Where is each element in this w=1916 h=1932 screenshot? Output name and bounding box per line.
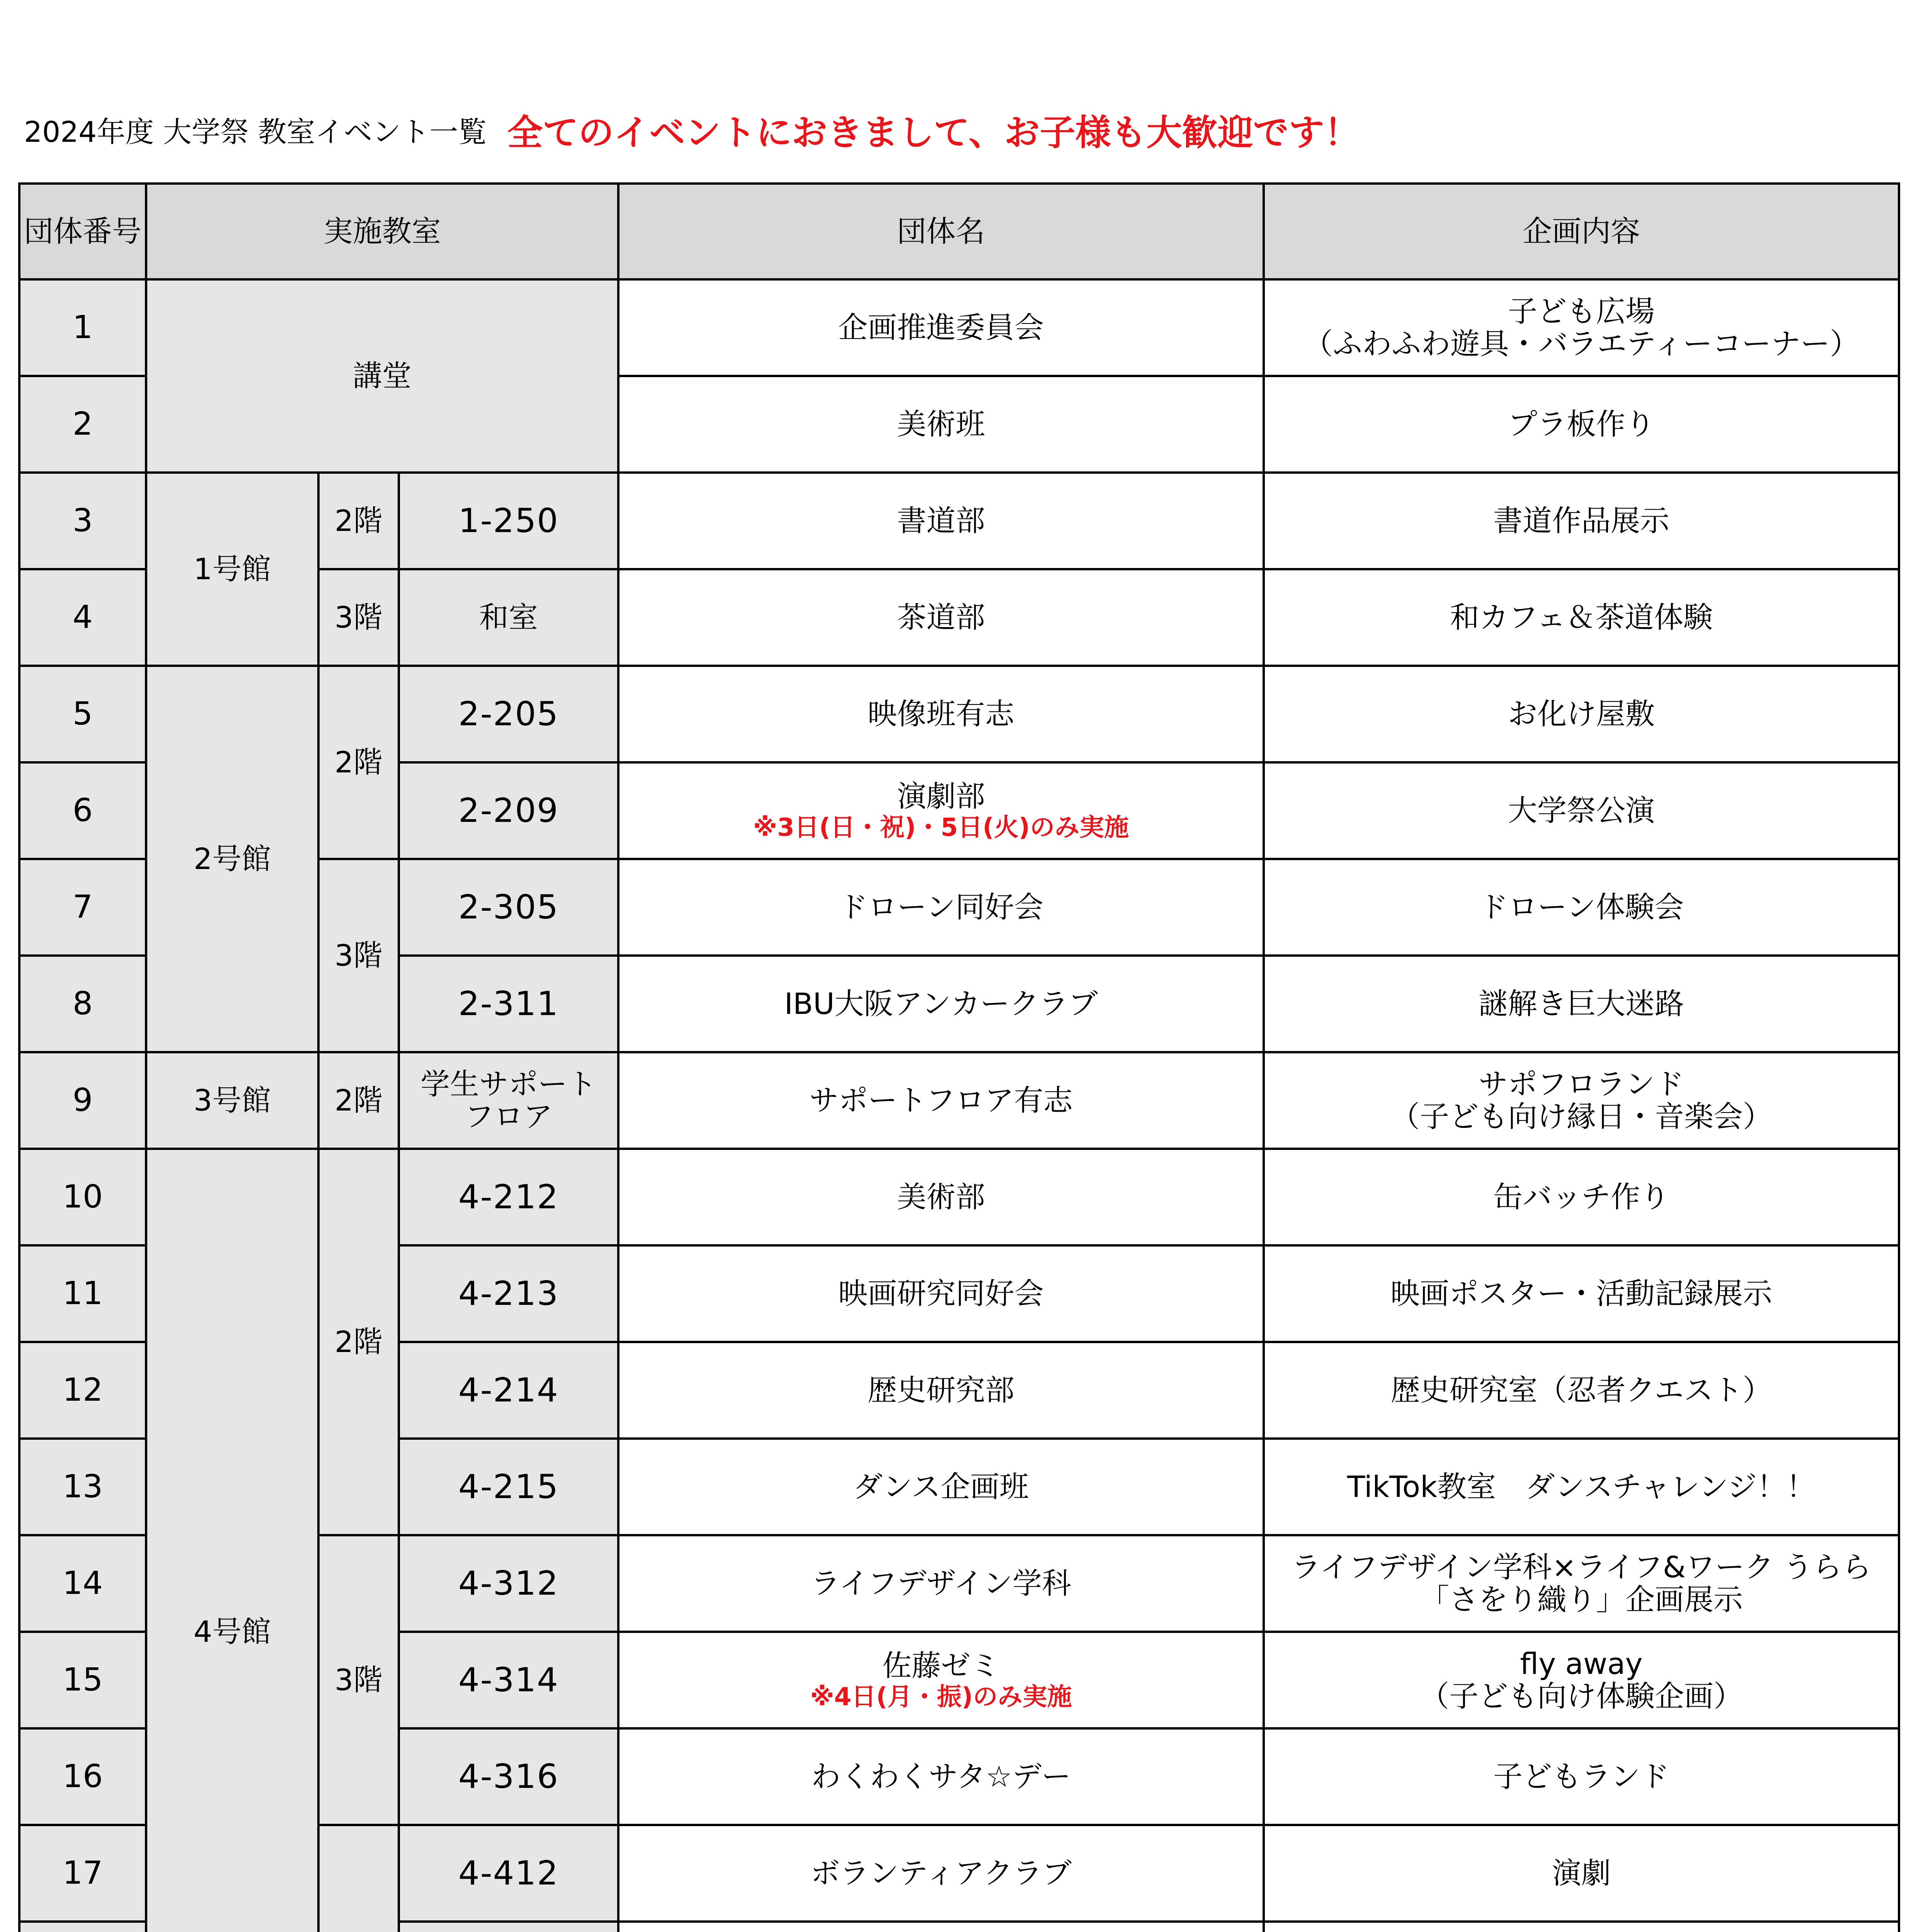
venue-room-line1: 学生サポート bbox=[420, 1067, 597, 1102]
table-row bbox=[19, 279, 1899, 376]
plan-cell bbox=[1264, 1632, 1899, 1728]
venue-floor: 2階 bbox=[318, 666, 399, 859]
group-name: わくわくサタ☆デー bbox=[618, 1728, 1264, 1825]
venue-building: 講堂 bbox=[146, 279, 618, 473]
plan-detail: 「さをり織り」企画展示 bbox=[1420, 1582, 1743, 1617]
table-row bbox=[19, 473, 1899, 569]
plan-text: 子どもランド bbox=[1264, 1728, 1899, 1825]
group-number bbox=[19, 1922, 146, 1932]
plan-text: TikTok教室 ダンスチャレンジ！！ bbox=[1264, 1439, 1899, 1535]
table-row bbox=[19, 1052, 1899, 1149]
schedule-note: ※4日(月・振)のみ実施 bbox=[810, 1682, 1072, 1711]
plan-detail: （ふわふわ遊具・バラエティーコーナー） bbox=[1303, 327, 1859, 361]
schedule-note: ※3日(日・祝)・5日(火)のみ実施 bbox=[753, 813, 1129, 842]
venue-floor: 2階 bbox=[318, 473, 399, 569]
venue-room: 2-209 bbox=[399, 762, 618, 859]
page-title: 2024年度 大学祭 教室イベント一覧 bbox=[24, 116, 487, 149]
plan-text: fly away bbox=[1520, 1646, 1643, 1681]
group-name: 茶道部 bbox=[618, 569, 1264, 666]
venue-floor: 3階 bbox=[318, 859, 399, 1052]
group-number: 1 bbox=[19, 279, 146, 376]
group-name: 歴史研究部 bbox=[618, 1342, 1264, 1439]
group-number: 6 bbox=[19, 762, 146, 859]
group-number: 8 bbox=[19, 956, 146, 1052]
header-plan: 企画内容 bbox=[1264, 184, 1899, 279]
plan-text: 和カフェ＆茶道体験 bbox=[1264, 569, 1899, 666]
group-name: ライフデザイン学科 bbox=[618, 1535, 1264, 1632]
venue-room: 2-311 bbox=[399, 956, 618, 1052]
venue-floor bbox=[318, 1825, 399, 1932]
plan-text: ライフデザイン学科×ライフ&ワーク うらら bbox=[1291, 1550, 1872, 1585]
group-name: ドローン同好会 bbox=[618, 859, 1264, 956]
venue-room: 2-305 bbox=[399, 859, 618, 956]
group-name: 映画研究同好会 bbox=[618, 1245, 1264, 1342]
group-number: 15 bbox=[19, 1632, 146, 1728]
venue-room bbox=[399, 1922, 618, 1932]
venue-building: 4号館 bbox=[146, 1149, 318, 1932]
group-name: 演劇部 bbox=[897, 779, 985, 813]
group-number: 13 bbox=[19, 1439, 146, 1535]
venue-room: 4-312 bbox=[399, 1535, 618, 1632]
venue-room: 4-212 bbox=[399, 1149, 618, 1245]
venue-room: 和室 bbox=[399, 569, 618, 666]
group-cell bbox=[618, 1632, 1264, 1728]
plan-text: 大学祭公演 bbox=[1264, 762, 1899, 859]
page-heading bbox=[24, 104, 1360, 162]
group-name: サポートフロア有志 bbox=[618, 1052, 1264, 1149]
venue-floor: 2階 bbox=[318, 1149, 399, 1535]
table-row bbox=[19, 666, 1899, 762]
group-name: 美術部 bbox=[618, 1149, 1264, 1245]
plan-text: 缶バッチ作り bbox=[1264, 1149, 1899, 1245]
venue-room: 2-205 bbox=[399, 666, 618, 762]
venue-floor: 3階 bbox=[318, 569, 399, 666]
venue-building: 3号館 bbox=[146, 1052, 318, 1149]
venue-building: 1号館 bbox=[146, 473, 318, 666]
venue-room: 4-314 bbox=[399, 1632, 618, 1728]
group-number: 17 bbox=[19, 1825, 146, 1922]
venue-room: 4-214 bbox=[399, 1342, 618, 1439]
venue-room: 4-215 bbox=[399, 1439, 618, 1535]
group-name bbox=[618, 1922, 1264, 1932]
group-number: 10 bbox=[19, 1149, 146, 1245]
header-venue: 実施教室 bbox=[146, 184, 618, 279]
plan-text: 映画ポスター・活動記録展示 bbox=[1264, 1245, 1899, 1342]
group-number: 5 bbox=[19, 666, 146, 762]
venue-room: 1-250 bbox=[399, 473, 618, 569]
group-number: 4 bbox=[19, 569, 146, 666]
plan-cell bbox=[1264, 1535, 1899, 1632]
header-group-number: 団体番号 bbox=[19, 184, 146, 279]
group-name: ボランティアクラブ bbox=[618, 1825, 1264, 1922]
plan-cell bbox=[1264, 279, 1899, 376]
plan-text: 歴史研究室（忍者クエスト） bbox=[1264, 1342, 1899, 1439]
group-number: 7 bbox=[19, 859, 146, 956]
group-name: 佐藤ゼミ bbox=[882, 1648, 1000, 1683]
group-name: 企画推進委員会 bbox=[618, 279, 1264, 376]
group-number: 2 bbox=[19, 376, 146, 473]
venue-room: 4-213 bbox=[399, 1245, 618, 1342]
plan-detail: （子ども向け縁日・音楽会） bbox=[1390, 1099, 1773, 1134]
table-header-row bbox=[19, 184, 1899, 279]
venue-room: 4-412 bbox=[399, 1825, 618, 1922]
venue-building: 2号館 bbox=[146, 666, 318, 1052]
group-number: 3 bbox=[19, 473, 146, 569]
venue-floor: 2階 bbox=[318, 1052, 399, 1149]
welcome-note: 全てのイベントにおきまして、お子様も大歓迎です！ bbox=[507, 112, 1360, 153]
plan-text: プラ板作り bbox=[1264, 376, 1899, 473]
group-name: 書道部 bbox=[618, 473, 1264, 569]
plan-text: お化け屋敷 bbox=[1264, 666, 1899, 762]
group-name: IBU大阪アンカークラブ bbox=[618, 956, 1264, 1052]
plan-detail: （子ども向け体験企画） bbox=[1420, 1679, 1743, 1713]
group-name: 映像班有志 bbox=[618, 666, 1264, 762]
plan-text: 子ども広場 bbox=[1508, 294, 1655, 329]
venue-room-line2: フロア bbox=[465, 1099, 553, 1134]
group-number: 9 bbox=[19, 1052, 146, 1149]
group-number: 12 bbox=[19, 1342, 146, 1439]
group-cell bbox=[618, 762, 1264, 859]
group-name: 美術班 bbox=[618, 376, 1264, 473]
plan-text: 謎解き巨大迷路 bbox=[1264, 956, 1899, 1052]
venue-floor: 3階 bbox=[318, 1535, 399, 1825]
plan-text: ドローン体験会 bbox=[1264, 859, 1899, 956]
group-number: 14 bbox=[19, 1535, 146, 1632]
venue-room: 4-316 bbox=[399, 1728, 618, 1825]
group-number: 11 bbox=[19, 1245, 146, 1342]
venue-room bbox=[399, 1052, 618, 1149]
plan-cell bbox=[1264, 1052, 1899, 1149]
group-name: ダンス企画班 bbox=[618, 1439, 1264, 1535]
event-table bbox=[18, 182, 1900, 1932]
plan-text: 演劇 bbox=[1264, 1825, 1899, 1922]
table-row bbox=[19, 1149, 1899, 1245]
plan-text bbox=[1264, 1922, 1899, 1932]
plan-text: サポフロランド bbox=[1479, 1067, 1685, 1102]
group-number: 16 bbox=[19, 1728, 146, 1825]
plan-text: 書道作品展示 bbox=[1264, 473, 1899, 569]
header-group-name: 団体名 bbox=[618, 184, 1264, 279]
